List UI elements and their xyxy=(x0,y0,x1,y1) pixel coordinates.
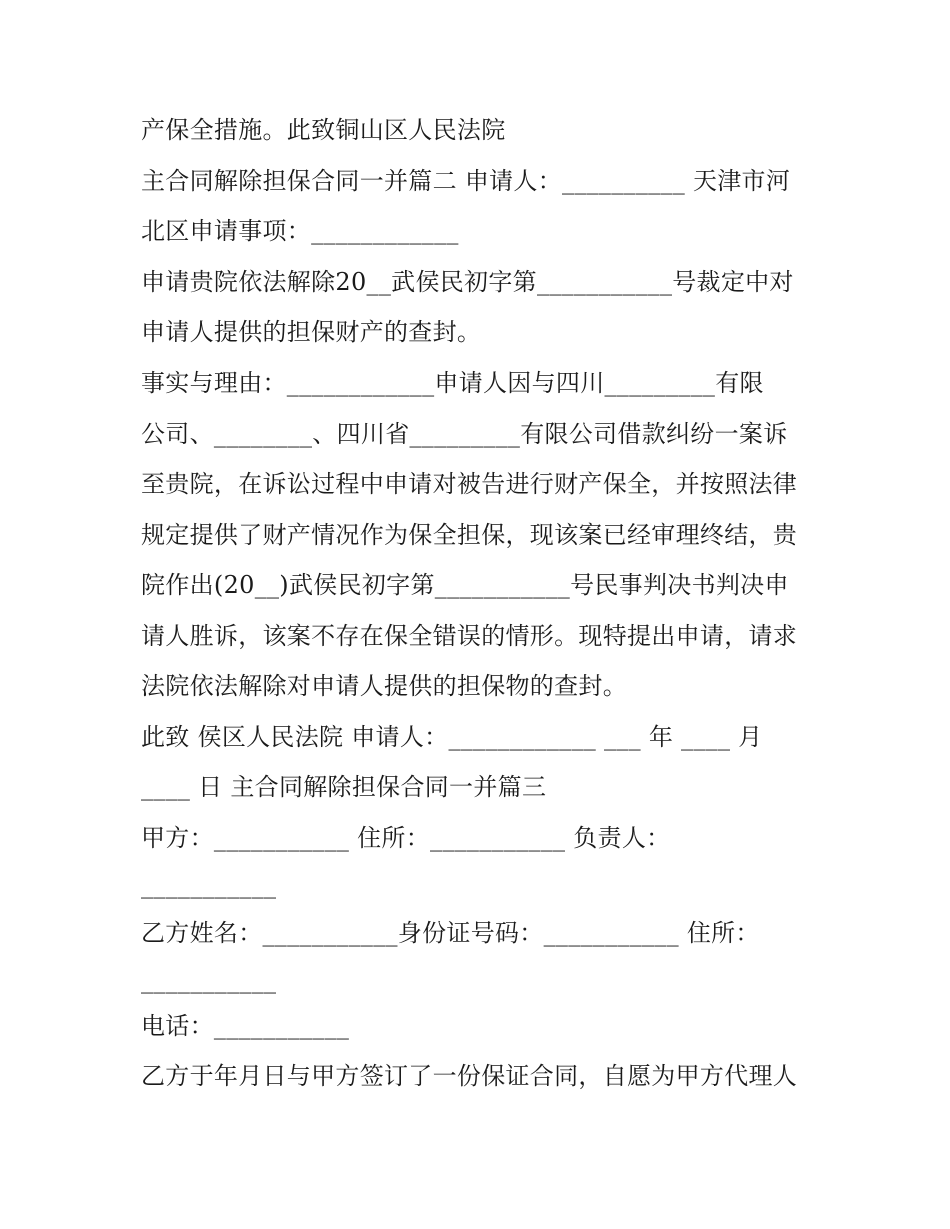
text-line-14: ____ 日 主合同解除担保合同一并篇三 xyxy=(141,773,547,801)
text-line-11: 请人胜诉，该案不存在保全错误的情形。现特提出申请，请求 xyxy=(141,622,798,650)
text-line-3: 北区申请事项：____________ xyxy=(141,217,459,245)
text-line-19: 电话：___________ xyxy=(141,1012,350,1040)
text-line-9: 规定提供了财产情况作为保全担保，现该案已经审理终结，贵 xyxy=(141,521,798,549)
text-line-15: 甲方：___________ 住所：___________ 负责人： xyxy=(141,824,671,852)
text-line-10: 院作出(20__)武侯民初字第___________号民事判决书判决申 xyxy=(141,571,789,599)
text-line-13: 此致 侯区人民法院 申请人：____________ ___ 年 ____ 月 xyxy=(141,723,763,751)
text-line-20: 乙方于年月日与甲方签订了一份保证合同，自愿为甲方代理人 xyxy=(141,1062,798,1090)
text-line-5: 申请人提供的担保财产的查封。 xyxy=(141,318,482,346)
text-line-2: 主合同解除担保合同一并篇二 申请人：__________ 天津市河 xyxy=(141,167,791,195)
text-line-1: 产保全措施。此致铜山区人民法院 xyxy=(141,116,506,144)
text-line-7: 公司、________、四川省_________有限公司借款纠纷一案诉 xyxy=(141,420,788,448)
text-line-6: 事实与理由：____________申请人因与四川_________有限 xyxy=(141,369,764,397)
text-line-17: 乙方姓名：___________身份证号码：___________ 住所： xyxy=(141,919,760,947)
text-line-16: ___________ xyxy=(141,871,277,899)
text-line-18: ___________ xyxy=(141,966,277,994)
text-line-8: 至贵院，在诉讼过程中申请对被告进行财产保全，并按照法律 xyxy=(141,470,798,498)
text-line-4: 申请贵院依法解除20__武侯民初字第___________号裁定中对 xyxy=(141,268,794,296)
text-line-12: 法院依法解除对申请人提供的担保物的查封。 xyxy=(141,672,627,700)
